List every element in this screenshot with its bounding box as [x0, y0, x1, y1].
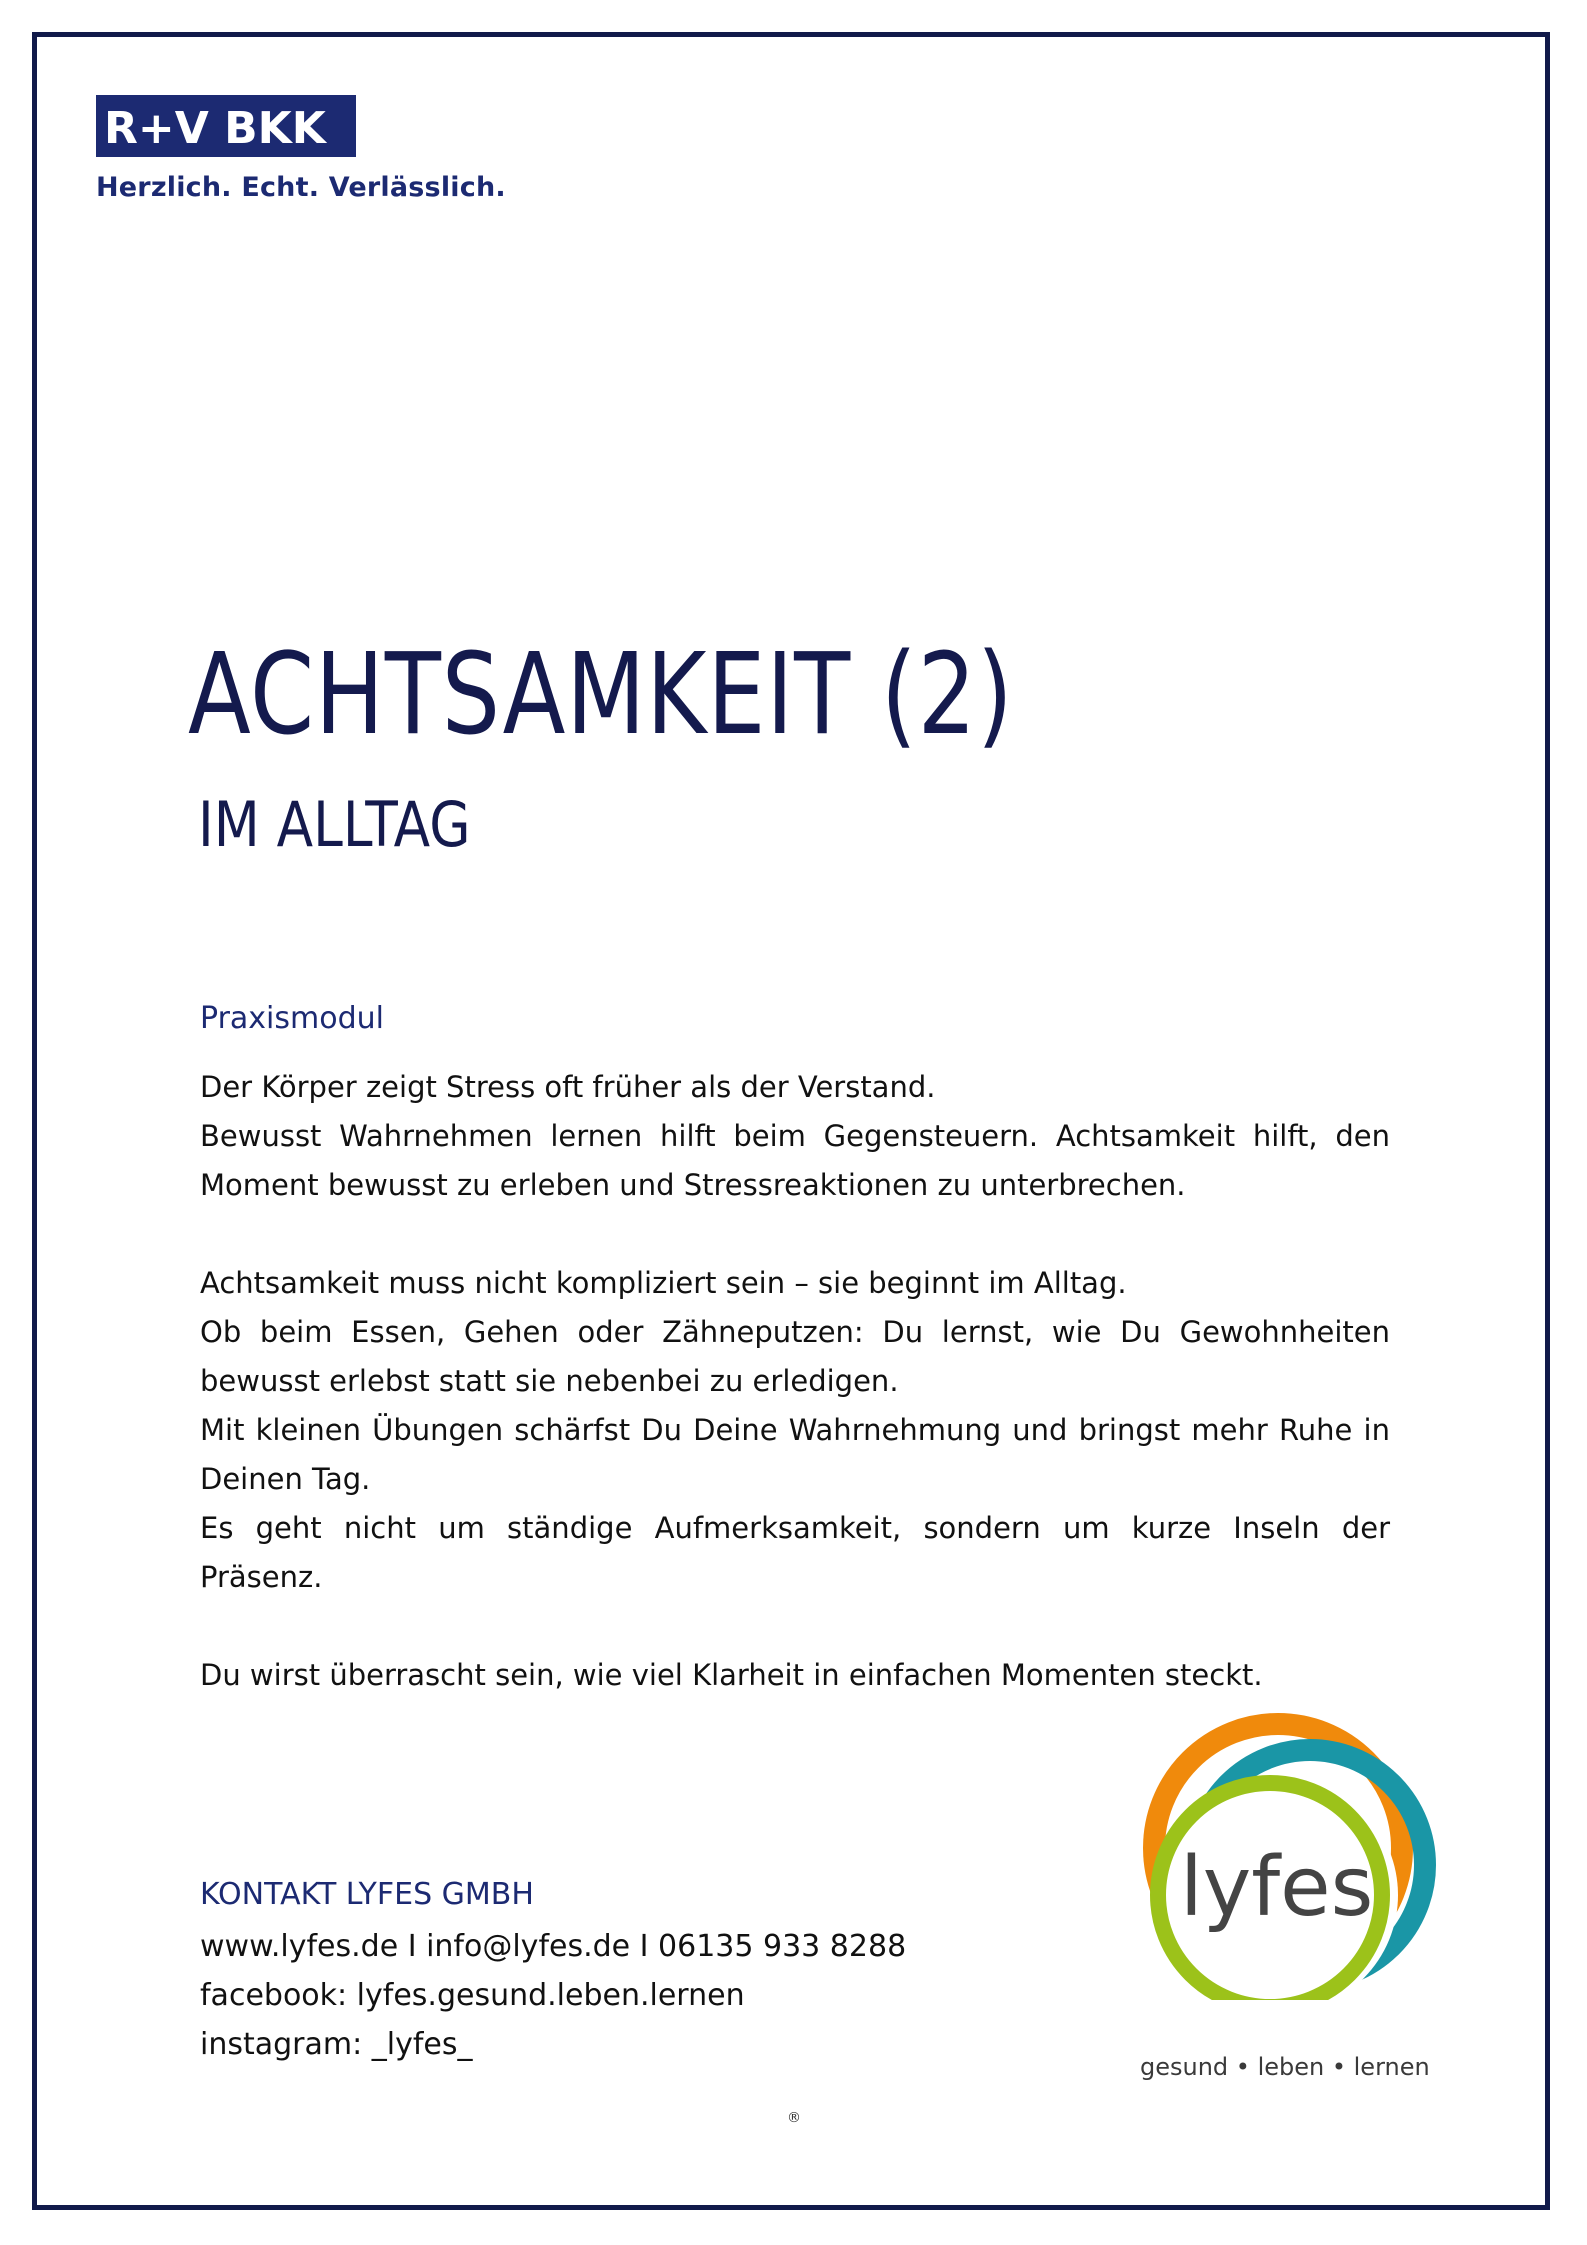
slogan: Herzlich. Echt. Verlässlich.	[96, 172, 506, 203]
lyfes-logo	[1130, 1700, 1440, 2000]
paragraph: Es geht nicht um ständige Aufmerksamkeit, sondern um kurze Inseln der Präsenz.	[200, 1511, 1390, 1594]
paragraph: Mit kleinen Übungen schärfst Du Deine Wahrnehmung und bringst mehr Ruhe in Deinen Tag.	[200, 1413, 1390, 1496]
module-label: Praxismodul	[200, 1001, 384, 1036]
lyfes-tagline: gesund • leben • lernen	[1140, 2053, 1430, 2081]
paragraph: Achtsamkeit muss nicht kompliziert sein – sie beginnt im Alltag.	[200, 1266, 1127, 1300]
rv-bkk-logo	[96, 95, 356, 157]
contact-block	[200, 1870, 1000, 2069]
paragraph: Bewusst Wahrnehmen lernen hilft beim Gegensteuern. Achtsamkeit hilft, den Moment bewusst zu erleben und Stressreaktionen zu unterbrechen.	[200, 1119, 1390, 1202]
registered-mark: ®	[787, 2110, 801, 2126]
paragraph: Ob beim Essen, Gehen oder Zähneputzen: Du lernst, wie Du Gewohnheiten bewusst erlebst statt sie nebenbei zu erledigen.	[200, 1315, 1390, 1398]
page-title: ACHTSAMKEIT (2)	[188, 630, 1014, 760]
lyfes-wordmark: lyfes	[1180, 1840, 1374, 1935]
paragraph: Der Körper zeigt Stress oft früher als der Verstand.	[200, 1070, 936, 1104]
paragraph: Du wirst überrascht sein, wie viel Klarheit in einfachen Momenten steckt.	[200, 1658, 1263, 1692]
rv-logo-text: R+V BKK	[104, 103, 326, 154]
contact-title: KONTAKT LYFES GMBH	[200, 1877, 534, 1912]
contact-instagram[interactable]: instagram: _lyfes_	[200, 2027, 473, 2062]
contact-facebook[interactable]: facebook: lyfes.gesund.leben.lernen	[200, 1978, 745, 2013]
contact-web-email-phone[interactable]: www.lyfes.de I info@lyfes.de I 06135 933 8288	[200, 1929, 907, 1964]
body-text	[200, 995, 1390, 1700]
page-subtitle: IM ALLTAG	[198, 788, 471, 861]
